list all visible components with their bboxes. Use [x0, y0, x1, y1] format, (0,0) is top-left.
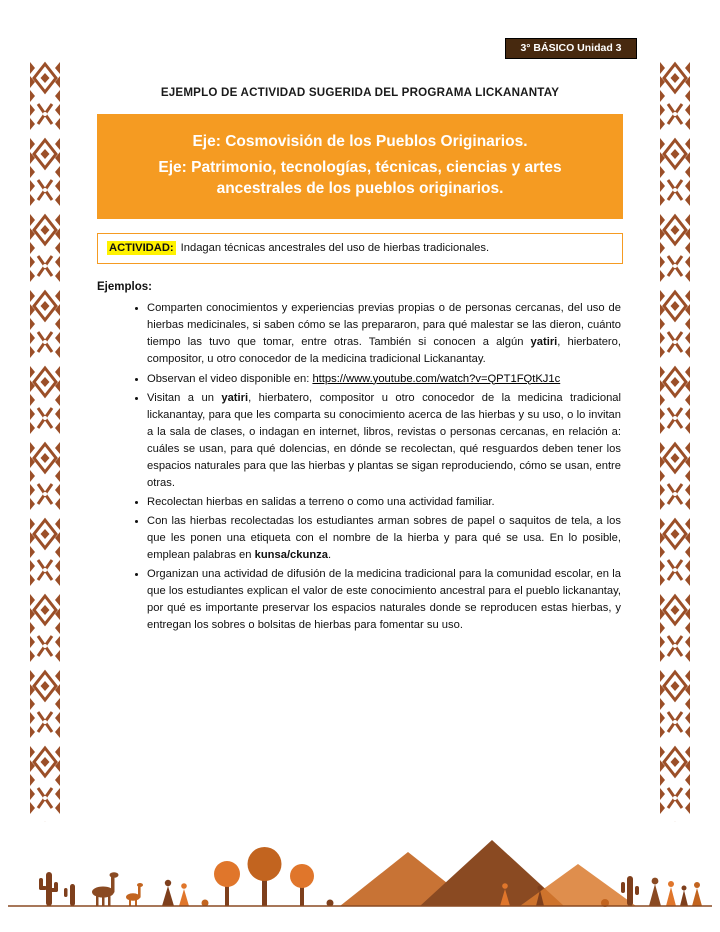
footer-landscape-illustration [0, 826, 720, 922]
body-text: Con las hierbas recolectadas los estudiantes arman sobres de papel o saquitos de tela, a los que les ponen una etiqueta con el nombre de la hierba y para qué se usa. En lo posible, emplean palabras en [147, 514, 621, 561]
left-textile-border [30, 60, 60, 822]
list-item [147, 566, 623, 634]
textile-pattern-icon [30, 60, 60, 822]
list-item [147, 390, 623, 492]
eje-line-2: Eje: Patrimonio, tecnologías, técnicas, ciencias y artes ancestrales de los pueblos originarios. [158, 158, 562, 197]
examples-heading: Ejemplos: [97, 281, 152, 294]
body-text: Recolectan hierbas en salidas a terreno o como una actividad familiar. [147, 495, 495, 508]
unit-badge: 3° BÁSICO Unidad 3 [505, 38, 637, 59]
examples-list [97, 300, 623, 633]
list-item [147, 513, 623, 564]
emphasis-text: yatiri [530, 336, 558, 349]
body-text: Comparten conocimientos y experiencias previas propias o de personas cercanas, del uso de hierbas medicinales, si saben cómo se las prepararon, para qué malestar se las dieron, cuánto tiempo las tuvo que tomar, entre otras. También si conocen a algún [147, 302, 621, 349]
eje-line-1: Eje: Cosmovisión de los Pueblos Originarios. [192, 133, 528, 150]
list-item [147, 494, 623, 511]
body-text: . [327, 548, 332, 561]
body-text: , hierbatero, compositor, u otro conocedor de la medicina tradicional Lickanantay. [147, 336, 621, 366]
emphasis-text: yatiri [221, 391, 249, 404]
emphasis-text: kunsa/ckunza [254, 548, 328, 561]
textile-pattern-icon [660, 60, 690, 822]
body-text: Observan el video disponible en: [147, 372, 313, 385]
eje-banner [97, 114, 623, 219]
activity-box [97, 233, 623, 265]
youtube-link[interactable]: https://www.youtube.com/watch?v=QPT1FQtKJ1c [312, 372, 561, 385]
activity-text: Indagan técnicas ancestrales del uso de hierbas tradicionales. [180, 241, 490, 254]
content-column [97, 86, 623, 636]
activity-label: ACTIVIDAD: [109, 241, 174, 254]
body-text: Visitan a un [147, 391, 222, 404]
body-text: Organizan una actividad de difusión de la medicina tradicional para la comunidad escolar, en la que los estudiantes explican el valor de este conocimiento ancestral para el pueblo lickanantay, por qué es importante preservar los espacios naturales donde se reproducen estas hierbas, y entregan los sobres o bolsitas de hierbas para fomentar su uso. [147, 567, 621, 631]
right-textile-border [660, 60, 690, 822]
page-title: EJEMPLO DE ACTIVIDAD SUGERIDA DEL PROGRAMA LICKANANTAY [160, 86, 560, 99]
list-item [147, 300, 623, 368]
list-item [147, 371, 623, 388]
body-text: , hierbatero, compositor u otro conocedor de la medicina tradicional lickanantay, para que les comparta su conocimiento acerca de las hierbas y su uso, o lo invitan a la sala de clases, o indagan en internet, libros, revistas o personas cercanas, en relación a: cuáles se usan, para qué dolencias, en dónde se recolectan, qué resguardos deben tener los espacios naturales para que las hierbas y plantas se sigan reproduciendo, cómo se usan, entre otras. [147, 391, 621, 489]
